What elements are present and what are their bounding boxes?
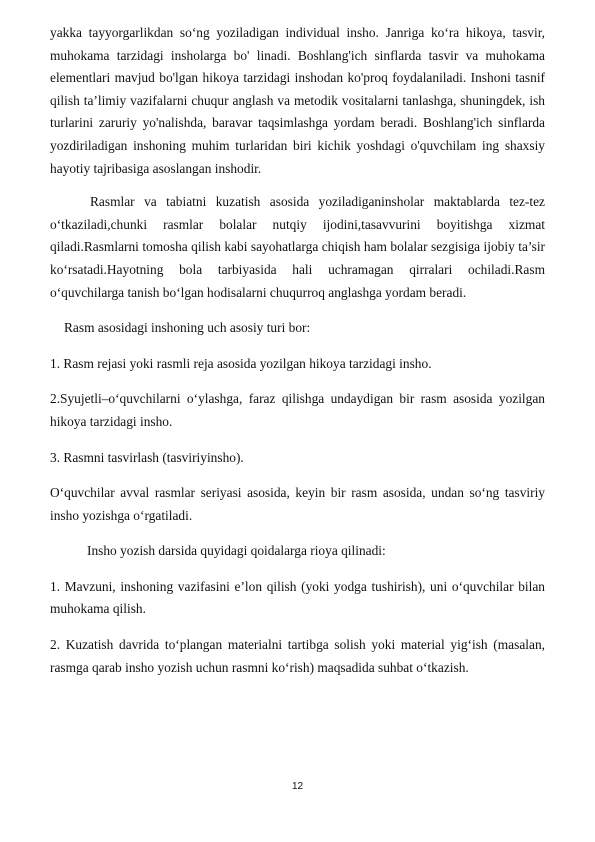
paragraph-rasm-observation: Rasmlar va tabiatni kuzatish asosida yoziladiganinsholar maktablarda tez-tez o‘tkaziladi,chunki rasmlar bolalar nutqiy ijodini,tasavvurini boyitishga xizmat qiladi.Rasmlarni tomosha qilish kabi sayohatlarga chiqish ham bolalar sezgisiga ijobiy ta’sir ko‘rsatadi.Hayotning bola tarbiyasida hali uchramagan qirralari ochiladi.Rasm o‘quvchilarga tanish bo‘lgan hodisalarni chuqurroq anglashga yordam beradi. bbox=[50, 194, 545, 300]
list-item-1: 1. Rasm rejasi yoki rasmli reja asosida yozilgan hikoya tarzidagi insho. bbox=[50, 355, 432, 371]
page-number: 12 bbox=[291, 781, 304, 792]
document-page bbox=[50, 22, 545, 679]
rule-item-2: 2. Kuzatish davrida to‘plangan materialni tartibga solish yoki material yig‘ish (masalan, rasmga qarab insho yozish uchun rasmni ko‘rish) maqsadida suhbat o‘tkazish. bbox=[50, 637, 545, 675]
rule-item-1: 1. Mavzuni, inshoning vazifasini e’lon qilish (yoki yodga tushirish), uni o‘quvchilar bilan muhokama qilish. bbox=[50, 578, 545, 617]
paragraph-three-types-intro: Rasm asosidagi inshoning uch asosiy turi bor: bbox=[64, 320, 311, 336]
paragraph-learning-order: O‘quvchilar avval rasmlar seriyasi asosida, keyin bir rasm asosida, undan so‘ng tasviriy insho yozishga o‘rgatiladi. bbox=[50, 485, 545, 523]
paragraph-insho-types: yakka tayyorgarlikdan so‘ng yoziladigan individual insho. Janriga ko‘ra hikoya, tasvir, muhokama tarzidagi insholarga bo' linadi. Boshlang'ich sinflarda tasvir va muhokama elementlari mavjud bo'lgan hikoya tarzidagi inshodan ko'proq foydalaniladi. Inshoni tasnif qilish ta’limiy vazifalarni chuqur anglash va metodik vositalarni tanlashga, shuningdek, ish turlarini zaruriy yo'nalishda, baravar taqsimlashga yordam beradi. Boshlang'ich sinflarda yozdiriladigan inshoning muhim turlaridan biri kichik yoshdagi o'quvchilam ing shaxsiy hayotiy tajribasiga asoslangan inshodir. bbox=[50, 25, 545, 176]
paragraph-rules-intro: Insho yozish darsida quyidagi qoidalarga rioya qilinadi: bbox=[87, 543, 386, 559]
list-item-2: 2.Syujetli–o‘quvchilarni o‘ylashga, faraz qilishga undaydigan bir rasm asosida yozilgan hikoya tarzidagi insho. bbox=[50, 391, 545, 429]
list-item-3: 3. Rasmni tasvirlash (tasviriyinsho). bbox=[50, 449, 244, 465]
